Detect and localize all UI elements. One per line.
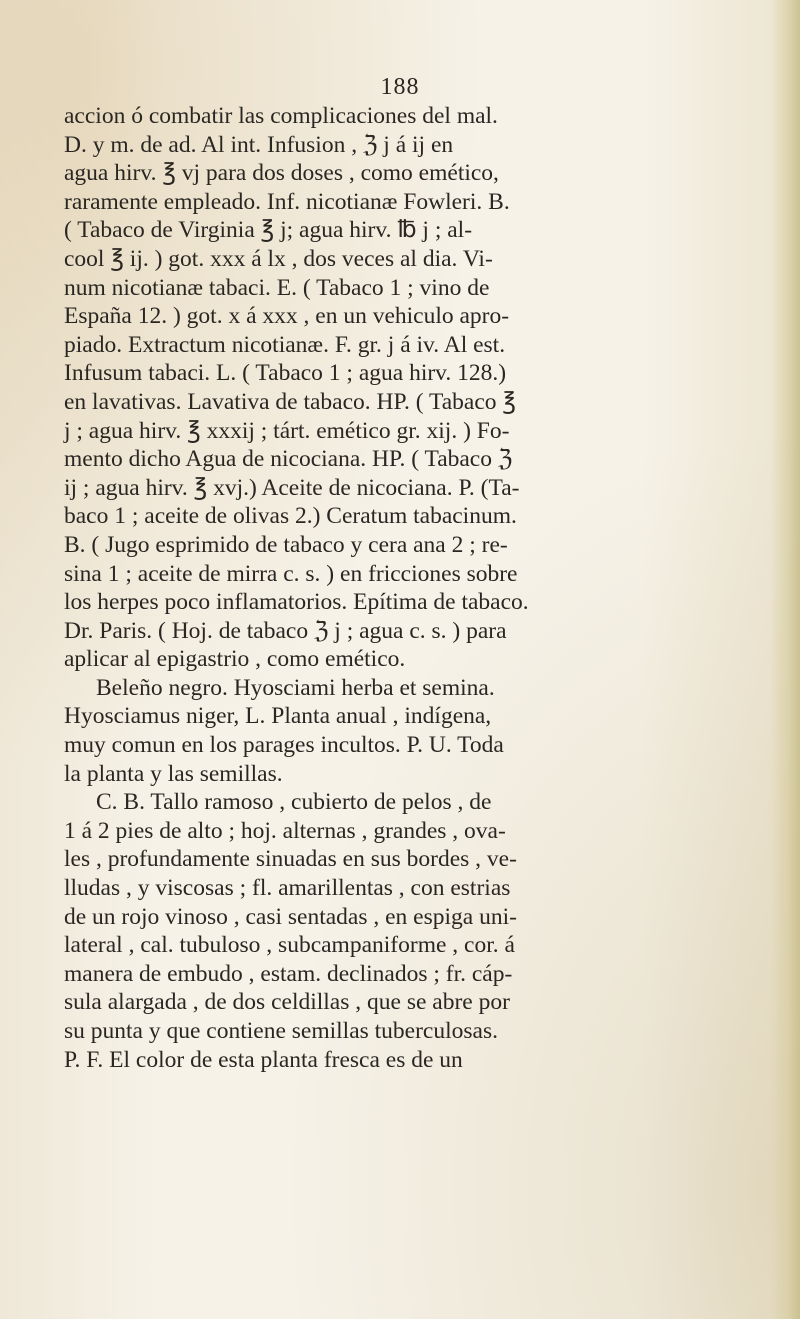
text-line: ij ; agua hirv. ℥ xvj.) Aceite de nicociana. P. (Ta- [64,474,520,501]
text-line: los herpes poco inflamatorios. Epítima de tabaco. [64,589,529,616]
text-line: j ; agua hirv. ℥ xxxij ; tárt. emético gr. xij. ) Fo- [64,417,510,444]
text-line: raramente empleado. Inf. nicotianæ Fowleri. B. [64,188,510,215]
text-line: su punta y que contiene semillas tuberculosas. [64,1018,498,1044]
text-line: sula alargada , de dos celdillas , que se abre por [64,989,510,1016]
text-line: baco 1 ; aceite de olivas 2.) Ceratum tabacinum. [64,503,517,530]
text-line: piado. Extractum nicotianæ. F. gr. j á iv. Al est. [64,331,506,358]
text-line: num nicotianæ tabaci. E. ( Tabaco 1 ; vino de [64,274,490,301]
text-line: Infusum tabaci. L. ( Tabaco 1 ; agua hirv. 128.) [64,360,507,387]
text-line: cool ℥ ij. ) got. xxx á lx , dos veces al dia. Vi- [64,245,493,272]
text-line: les , profundamente sinuadas en sus bordes , ve- [64,846,517,873]
text-line: B. ( Jugo esprimido de tabaco y cera ana 2 ; re- [64,531,508,558]
page-edge-shadow [770,0,800,1319]
text-line: España 12. ) got. x á xxx , en un vehiculo apro- [64,303,510,330]
paragraph-belenio-negro [64,674,754,788]
text-line: de un rojo vinoso , casi sentadas , en espiga uni- [64,903,517,930]
text-line: P. F. El color de esta planta fresca es de un [64,1046,463,1073]
text-line: 1 á 2 pies de alto ; hoj. alternas , grandes , ova- [64,817,506,844]
text-line: manera de embudo , estam. declinados ; fr. cáp- [64,960,513,987]
page-number: 188 [380,74,420,100]
body-text [64,102,754,1074]
text-line: agua hirv. ℥ vj para dos doses , como emético, [64,160,499,187]
text-line: muy comun en los parages incultos. P. U. Toda [64,732,504,759]
text-line: aplicar al epigastrio , como emético. [64,646,406,673]
text-line: D. y m. de ad. Al int. Infusion , ℨ j á ij en [64,131,454,158]
text-line: en lavativas. Lavativa de tabaco. HP. ( Tabaco ℥ [64,388,516,415]
paragraph-treatment [64,102,754,674]
text-line: lludas , y viscosas ; fl. amarillentas , con estrias [64,875,511,902]
text-line: Hyosciamus niger, L. Planta anual , indígena, [64,703,492,730]
text-line: Beleño negro. Hyosciami herba et semina. [96,674,495,701]
text-line: ( Tabaco de Virginia ℥ j; agua hirv. ℔ j ; al- [64,217,473,244]
text-line: C. B. Tallo ramoso , cubierto de pelos , de [96,789,492,816]
text-line: mento dicho Agua de nicociana. HP. ( Tabaco ℨ [64,446,513,473]
text-line: sina 1 ; aceite de mirra c. s. ) en fricciones sobre [64,560,518,587]
text-line: la planta y las semillas. [64,760,283,787]
text-line: Dr. Paris. ( Hoj. de tabaco ℨ j ; agua c. s. ) para [64,617,507,644]
paragraph-botanical-description [64,788,754,1074]
text-line: accion ó combatir las complicaciones del mal. [64,103,498,129]
text-line: lateral , cal. tubuloso , subcampaniforme , cor. á [64,932,515,959]
